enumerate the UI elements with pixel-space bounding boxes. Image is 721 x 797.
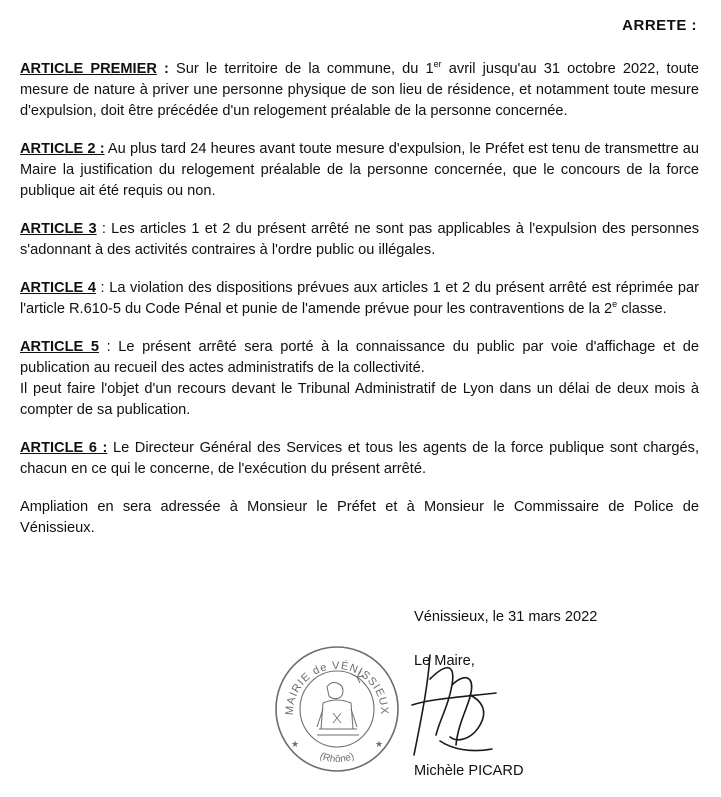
ordinal-superscript: e xyxy=(612,299,618,309)
svg-text:★: ★ xyxy=(375,740,384,750)
article-label: ARTICLE 5 xyxy=(20,339,99,355)
article-label: ARTICLE 4 xyxy=(20,280,96,296)
articles-section xyxy=(20,59,699,556)
mayor-signature xyxy=(400,645,510,765)
article-text: Le Directeur Général des Services et tous les agents de la force publique sont chargés, chacun en ce qui le concerne, de l'exécution du présent arrêté. xyxy=(20,440,699,477)
article-separator: : xyxy=(156,61,177,77)
seal-outer-text: MAIRIE de VÉNISSIEUX xyxy=(283,659,391,716)
article-text: : La violation des dispositions prévues aux articles 1 et 2 du présent arrêté est réprimée par l'article R.610-5 du Code Pénal et punie de l'amende prévue pour les contraventions de la 2 xyxy=(20,280,699,317)
svg-text:(Rhône) xyxy=(318,751,356,765)
article-6 xyxy=(20,438,699,480)
article-text-cont: avril jusqu'au 31 octobre 2022, toute mesure de nature à priver une personne physique de son lieu de résidence, et notamment toute mesure d'expulsion, doit être précédée d'un relogement préalable de la personne concernée. xyxy=(20,61,700,119)
article-text-appeal: Il peut faire l'objet d'un recours devant le Tribunal Administratif de Lyon dans un délai de deux mois à compter de sa publication. xyxy=(20,381,699,418)
article-text: Sur le territoire de la commune, du 1 xyxy=(176,61,434,77)
article-label: ARTICLE 6 : xyxy=(20,440,108,456)
article-text-cont: classe. xyxy=(617,301,667,317)
article-label: ARTICLE 2 : xyxy=(20,141,105,157)
ordinal-superscript: er xyxy=(433,59,442,69)
svg-text:★: ★ xyxy=(291,740,300,750)
article-4 xyxy=(20,278,699,320)
article-2 xyxy=(20,139,699,202)
article-text: : Les articles 1 et 2 du présent arrêté ne sont pas applicables à l'expulsion des personnes s'adonnant à des activités contraires à l'ordre public ou illégales. xyxy=(20,221,699,258)
signatory-role: Le Maire, xyxy=(414,653,475,669)
article-premier xyxy=(20,59,699,122)
signatory-name: Michèle PICARD xyxy=(414,763,524,779)
mairie-seal-stamp xyxy=(273,643,401,773)
seal-bottom-text: (Rhône) xyxy=(318,750,356,766)
place-date: Vénissieux, le 31 mars 2022 xyxy=(414,609,598,625)
article-label: ARTICLE PREMIER xyxy=(20,61,157,77)
article-label: ARTICLE 3 xyxy=(20,221,97,237)
article-text: : Le présent arrêté sera porté à la connaissance du public par voie d'affichage et de publication au recueil des actes administratifs de la collectivité. xyxy=(20,339,699,376)
decree-heading: ARRETE : xyxy=(622,17,697,34)
article-3 xyxy=(20,219,699,261)
article-5 xyxy=(20,337,699,421)
ampliation-paragraph: Ampliation en sera adressée à Monsieur le Préfet et à Monsieur le Commissaire de Police de Vénissieux. xyxy=(20,499,699,536)
article-text: Au plus tard 24 heures avant toute mesure d'expulsion, le Préfet est tenu de transmettre au Maire la justification du relogement préalable de la personne concernée, que le concours de la force publique ait été requis ou non. xyxy=(20,141,699,199)
